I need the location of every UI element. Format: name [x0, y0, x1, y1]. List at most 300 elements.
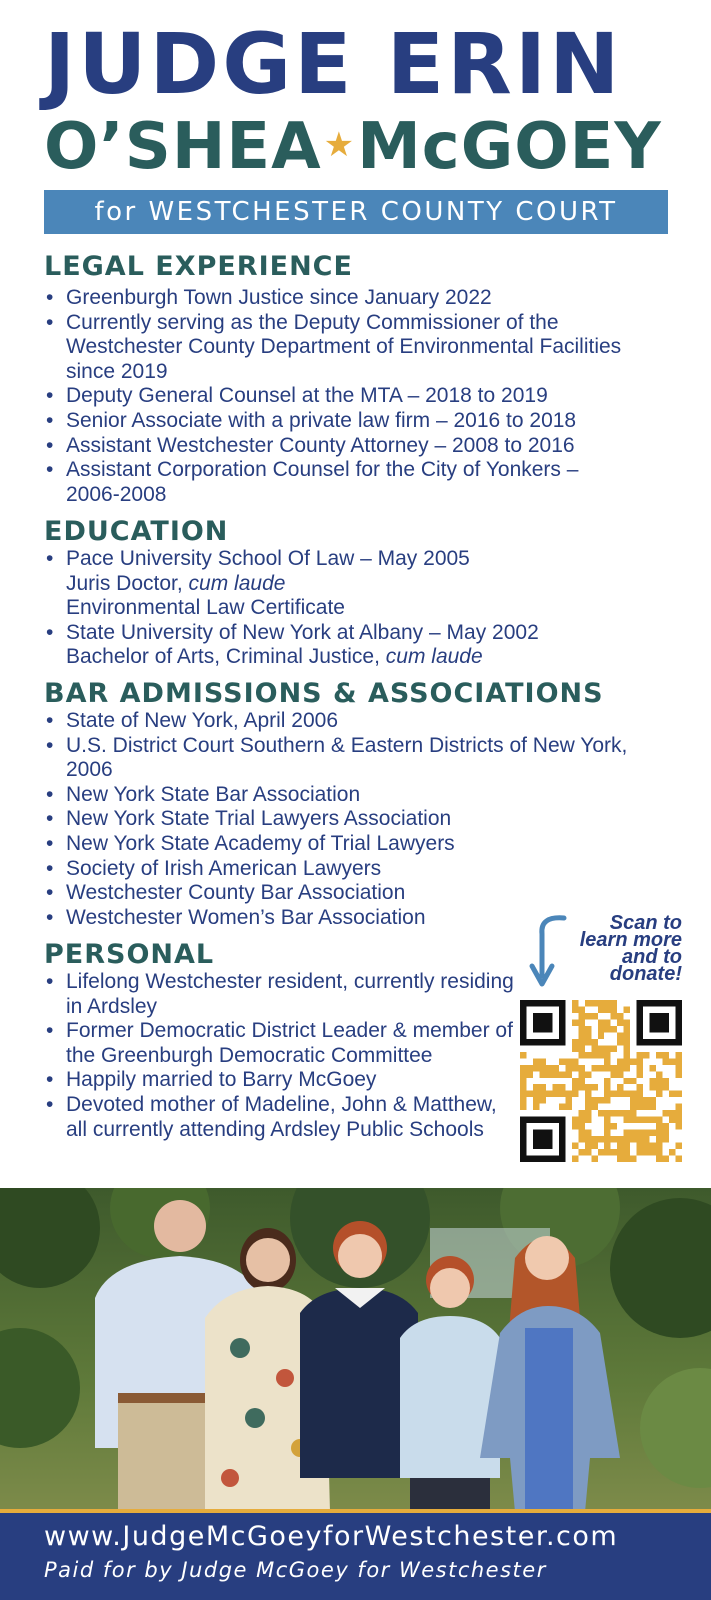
qr-module: [598, 1052, 604, 1058]
list-item: • Society of Irish American Lawyers: [44, 857, 644, 882]
qr-module: [624, 1032, 630, 1038]
qr-module: [598, 1149, 604, 1155]
qr-module: [663, 1136, 669, 1142]
qr-module: [604, 1058, 610, 1064]
qr-module: [520, 1078, 526, 1084]
qr-module: [656, 1156, 662, 1162]
qr-module: [565, 1058, 571, 1064]
qr-module: [585, 1091, 591, 1097]
qr-module: [611, 1149, 617, 1155]
qr-module: [663, 1156, 669, 1162]
qr-module: [572, 1065, 578, 1071]
education-school: • Pace University School Of Law – May 2005: [66, 547, 470, 570]
qr-module: [624, 1045, 630, 1051]
qr-module: [585, 1052, 591, 1058]
qr-module: [643, 1149, 649, 1155]
qr-module: [637, 1052, 643, 1058]
qr-module: [604, 1097, 610, 1103]
qr-module: [650, 1149, 656, 1155]
qr-module: [650, 1117, 656, 1123]
qr-module: [656, 1143, 662, 1149]
education-degree: Juris Doctor, cum laude: [66, 571, 286, 595]
qr-module: [572, 1019, 578, 1025]
qr-module: [617, 1039, 623, 1045]
education-degree: Bachelor of Arts, Criminal Justice, cum laude: [66, 645, 483, 669]
qr-module: [676, 1052, 682, 1058]
qr-module: [663, 1084, 669, 1090]
qr-module: [617, 1032, 623, 1038]
qr-module: [591, 1000, 597, 1006]
qr-module: [604, 1006, 610, 1012]
qr-module: [585, 1149, 591, 1155]
qr-module: [676, 1104, 682, 1110]
qr-module: [572, 1078, 578, 1084]
qr-module: [572, 1091, 578, 1097]
qr-module: [604, 1084, 610, 1090]
qr-module: [650, 1104, 656, 1110]
qr-module: [578, 1013, 584, 1019]
name-oshea: O’SHEA: [44, 110, 322, 184]
qr-module: [591, 1136, 597, 1142]
qr-module: [624, 1058, 630, 1064]
list-item: • New York State Academy of Trial Lawyers: [44, 832, 644, 857]
qr-module: [656, 1071, 662, 1077]
qr-module: [572, 1123, 578, 1129]
qr-module: [578, 1117, 584, 1123]
qr-module: [617, 1110, 623, 1116]
qr-module: [604, 1065, 610, 1071]
qr-module: [604, 1045, 610, 1051]
qr-module: [559, 1058, 565, 1064]
qr-module: [598, 1136, 604, 1142]
list-item: • Greenburgh Town Justice since January 2022: [44, 286, 644, 311]
list-item: • New York State Bar Association: [44, 783, 644, 808]
qr-module: [624, 1130, 630, 1136]
list-item: • State of New York, April 2006: [44, 709, 644, 734]
qr-module: [630, 1104, 636, 1110]
qr-module: [650, 1065, 656, 1071]
qr-module: [585, 1013, 591, 1019]
qr-module: [643, 1117, 649, 1123]
qr-module: [656, 1084, 662, 1090]
qr-module: [604, 1026, 610, 1032]
qr-module: [630, 1091, 636, 1097]
honors-text: cum laude: [188, 571, 286, 595]
qr-module: [539, 1065, 545, 1071]
qr-module: [591, 1039, 597, 1045]
education-certificate: Environmental Law Certificate: [66, 596, 345, 620]
qr-module: [572, 1058, 578, 1064]
qr-module: [585, 1084, 591, 1090]
qr-module: [617, 1156, 623, 1162]
qr-module: [611, 1026, 617, 1032]
paid-for-disclaimer: Paid for by Judge McGoey for Westchester: [44, 1558, 547, 1582]
qr-module: [572, 1117, 578, 1123]
qr-module: [624, 1019, 630, 1025]
qr-module: [624, 1006, 630, 1012]
qr-module: [630, 1117, 636, 1123]
qr-module: [676, 1143, 682, 1149]
qr-module: [565, 1071, 571, 1077]
qr-module: [578, 1019, 584, 1025]
qr-module: [604, 1136, 610, 1142]
qr-module: [643, 1104, 649, 1110]
qr-module: [624, 1136, 630, 1142]
qr-module: [637, 1130, 643, 1136]
qr-module: [533, 1097, 539, 1103]
qr-module: [526, 1091, 532, 1097]
qr-module: [676, 1065, 682, 1071]
qr-module: [611, 1123, 617, 1129]
qr-module: [526, 1071, 532, 1077]
qr-module: [591, 1084, 597, 1090]
qr-module: [656, 1052, 662, 1058]
qr-module: [663, 1123, 669, 1129]
qr-module: [585, 1032, 591, 1038]
qr-module: [591, 1097, 597, 1103]
qr-module: [637, 1136, 643, 1142]
qr-module: [630, 1136, 636, 1142]
qr-module: [611, 1013, 617, 1019]
qr-module: [546, 1091, 552, 1097]
qr-module: [591, 1052, 597, 1058]
qr-module: [552, 1091, 558, 1097]
qr-module: [611, 1006, 617, 1012]
qr-module: [546, 1065, 552, 1071]
qr-module: [539, 1058, 545, 1064]
qr-module: [617, 1143, 623, 1149]
qr-module: [539, 1071, 545, 1077]
qr-module: [604, 1000, 610, 1006]
name-mcgoey: McGOEY: [357, 110, 662, 184]
qr-module: [650, 1084, 656, 1090]
qr-module: [617, 1065, 623, 1071]
qr-module: [676, 1071, 682, 1077]
qr-module: [598, 1000, 604, 1006]
qr-module: [676, 1058, 682, 1064]
qr-module: [604, 1110, 610, 1116]
qr-module: [572, 1039, 578, 1045]
list-item: • New York State Trial Lawyers Association: [44, 807, 644, 832]
qr-module: [663, 1130, 669, 1136]
qr-module: [520, 1065, 526, 1071]
qr-module: [650, 1143, 656, 1149]
qr-module: [656, 1130, 662, 1136]
qr-module: [624, 1052, 630, 1058]
qr-module: [552, 1071, 558, 1077]
qr-module: [624, 1078, 630, 1084]
qr-module: [624, 1143, 630, 1149]
qr-module: [650, 1130, 656, 1136]
qr-module: [669, 1110, 675, 1116]
list-item: • Deputy General Counsel at the MTA – 2018 to 2019: [44, 384, 644, 409]
qr-module: [598, 1019, 604, 1025]
qr-module: [604, 1019, 610, 1025]
qr-module: [572, 1156, 578, 1162]
qr-module: [630, 1110, 636, 1116]
qr-module: [604, 1130, 610, 1136]
qr-module: [617, 1136, 623, 1142]
qr-module: [533, 1065, 539, 1071]
qr-module: [676, 1156, 682, 1162]
qr-module: [578, 1110, 584, 1116]
qr-module: [650, 1097, 656, 1103]
qr-module: [565, 1091, 571, 1097]
qr-module: [598, 1032, 604, 1038]
qr-module: [559, 1091, 565, 1097]
qr-module: [604, 1078, 610, 1084]
qr-module: [663, 1110, 669, 1116]
list-item: • Currently serving as the Deputy Commissioner of the Westchester County Department of Environmental Facilities since 2019: [44, 311, 644, 385]
qr-module: [539, 1097, 545, 1103]
qr-module: [604, 1149, 610, 1155]
qr-module: [617, 1058, 623, 1064]
qr-module: [559, 1104, 565, 1110]
qr-module: [598, 1110, 604, 1116]
qr-module: [630, 1156, 636, 1162]
qr-module: [637, 1104, 643, 1110]
qr-module: [552, 1084, 558, 1090]
list-item: • Devoted mother of Madeline, John & Matthew, all currently attending Ardsley Public Schools: [44, 1093, 514, 1142]
candidate-name-line1: JUDGE ERIN: [44, 15, 623, 113]
office-banner: for WESTCHESTER COUNTY COURT: [44, 190, 668, 234]
qr-module: [585, 1039, 591, 1045]
qr-module: [578, 1149, 584, 1155]
qr-module: [578, 1045, 584, 1051]
qr-module: [585, 1097, 591, 1103]
qr-module: [520, 1097, 526, 1103]
qr-module: [598, 1006, 604, 1012]
list-item: • Former Democratic District Leader & member of the Greenburgh Democratic Committee: [44, 1019, 514, 1068]
list-item: [44, 547, 664, 621]
list-item: • Senior Associate with a private law firm – 2016 to 2018: [44, 409, 644, 434]
qr-module: [617, 1019, 623, 1025]
qr-module: [552, 1065, 558, 1071]
family-photo: [0, 1188, 711, 1512]
qr-module: [624, 1117, 630, 1123]
qr-module: [598, 1097, 604, 1103]
qr-module: [676, 1123, 682, 1129]
qr-module: [611, 1000, 617, 1006]
qr-module: [656, 1123, 662, 1129]
education-list: [44, 547, 664, 670]
qr-module: [643, 1136, 649, 1142]
honors-text: cum laude: [385, 645, 483, 669]
qr-module: [656, 1078, 662, 1084]
qr-module: [520, 1052, 526, 1058]
qr-module: [585, 1026, 591, 1032]
qr-module: [520, 1104, 526, 1110]
list-item: • U.S. District Court Southern & Eastern Districts of New York, 2006: [44, 734, 644, 783]
qr-module: [578, 1136, 584, 1142]
qr-module: [585, 1117, 591, 1123]
qr-module: [617, 1084, 623, 1090]
qr-module: [520, 1091, 526, 1097]
qr-module: [669, 1091, 675, 1097]
qr-module: [617, 1091, 623, 1097]
qr-module: [578, 1130, 584, 1136]
qr-module: [533, 1091, 539, 1097]
qr-module: [533, 1084, 539, 1090]
qr-module: [591, 1156, 597, 1162]
qr-module: [630, 1097, 636, 1103]
qr-module: [578, 1026, 584, 1032]
qr-module: [591, 1104, 597, 1110]
qr-module: [617, 1071, 623, 1077]
qr-module: [663, 1078, 669, 1084]
qr-module: [591, 1065, 597, 1071]
qr-module: [585, 1104, 591, 1110]
qr-module: [624, 1039, 630, 1045]
qr-module: [578, 1052, 584, 1058]
qr-module: [643, 1097, 649, 1103]
qr-module: [637, 1091, 643, 1097]
bar-admissions-list: [44, 709, 644, 930]
scan-cta: Scan to learn more and to donate!: [579, 912, 682, 985]
qr-module: [585, 1143, 591, 1149]
qr-module: [624, 1065, 630, 1071]
candidate-name-line2: [44, 110, 684, 182]
qr-module: [520, 1071, 526, 1077]
qr-module: [578, 1006, 584, 1012]
qr-module: [578, 1078, 584, 1084]
list-item: • Westchester County Bar Association: [44, 881, 644, 906]
qr-module: [611, 1071, 617, 1077]
qr-module: [630, 1058, 636, 1064]
qr-module: [604, 1117, 610, 1123]
campaign-website-link[interactable]: www.JudgeMcGoeyforWestchester.com: [44, 1521, 619, 1552]
list-item: • Happily married to Barry McGoey: [44, 1068, 514, 1093]
qr-module: [520, 1084, 526, 1090]
qr-module: [637, 1071, 643, 1077]
section-title-bar: BAR ADMISSIONS & ASSOCIATIONS: [44, 678, 604, 709]
qr-module: [591, 1045, 597, 1051]
qr-module: [624, 1156, 630, 1162]
qr-module: [591, 1013, 597, 1019]
qr-module: [676, 1110, 682, 1116]
qr-module: [533, 1058, 539, 1064]
qr-module: [604, 1143, 610, 1149]
qr-module: [533, 1104, 539, 1110]
qr-module: [565, 1104, 571, 1110]
qr-module: [598, 1026, 604, 1032]
qr-module: [572, 1084, 578, 1090]
qr-module: [624, 1149, 630, 1155]
qr-module: [663, 1052, 669, 1058]
qr-module: [591, 1143, 597, 1149]
qr-module: [617, 1013, 623, 1019]
qr-module: [656, 1136, 662, 1142]
list-item: • Assistant Westchester County Attorney – 2008 to 2016: [44, 434, 644, 459]
qr-module: [559, 1084, 565, 1090]
qr-module: [637, 1149, 643, 1155]
qr-module: [624, 1091, 630, 1097]
qr-module: [656, 1091, 662, 1097]
qr-module: [578, 1032, 584, 1038]
star-icon: ★: [323, 125, 356, 165]
qr-module: [539, 1091, 545, 1097]
qr-module: [637, 1084, 643, 1090]
qr-module: [585, 1136, 591, 1142]
section-title-legal: LEGAL EXPERIENCE: [44, 251, 353, 282]
qr-module: [578, 1065, 584, 1071]
qr-module: [572, 1045, 578, 1051]
qr-module: [578, 1123, 584, 1129]
qr-module: [611, 1065, 617, 1071]
qr-module: [669, 1149, 675, 1155]
qr-module: [630, 1130, 636, 1136]
qr-module: [637, 1143, 643, 1149]
qr-module: [578, 1039, 584, 1045]
section-title-education: EDUCATION: [44, 516, 229, 547]
personal-list: [44, 970, 514, 1142]
qr-module: [585, 1110, 591, 1116]
qr-module: [669, 1058, 675, 1064]
qr-module: [578, 1071, 584, 1077]
qr-module: [637, 1117, 643, 1123]
qr-module: [585, 1071, 591, 1077]
qr-module: [643, 1130, 649, 1136]
qr-module: [565, 1065, 571, 1071]
list-item: [44, 621, 664, 670]
qr-module: [604, 1123, 610, 1129]
qr-module: [630, 1078, 636, 1084]
qr-module: [676, 1117, 682, 1123]
qr-code[interactable]: [520, 1000, 682, 1162]
qr-module: [611, 1110, 617, 1116]
legal-experience-list: [44, 286, 644, 507]
qr-module: [676, 1091, 682, 1097]
qr-module: [650, 1078, 656, 1084]
qr-module: [572, 1006, 578, 1012]
qr-module: [624, 1110, 630, 1116]
qr-module: [611, 1045, 617, 1051]
qr-module: [669, 1117, 675, 1123]
section-title-personal: PERSONAL: [44, 939, 215, 970]
list-item: • Westchester Women’s Bar Association: [44, 906, 644, 931]
qr-module: [572, 1143, 578, 1149]
qr-module: [546, 1071, 552, 1077]
qr-module: [539, 1084, 545, 1090]
qr-module: [578, 1084, 584, 1090]
qr-module: [624, 1026, 630, 1032]
list-item: • Assistant Corporation Counsel for the City of Yonkers – 2006-2008: [44, 458, 644, 507]
qr-module: [656, 1117, 662, 1123]
qr-module: [617, 1149, 623, 1155]
qr-module: [656, 1149, 662, 1155]
qr-module: [663, 1058, 669, 1064]
qr-module: [611, 1091, 617, 1097]
qr-module: [526, 1065, 532, 1071]
list-item: • Lifelong Westchester resident, currently residing in Ardsley: [44, 970, 514, 1019]
qr-module: [559, 1071, 565, 1077]
education-school: • State University of New York at Albany – May 2002: [66, 620, 539, 644]
qr-module: [598, 1045, 604, 1051]
qr-module: [637, 1065, 643, 1071]
qr-module: [604, 1052, 610, 1058]
qr-module: [643, 1052, 649, 1058]
qr-module: [637, 1097, 643, 1103]
qr-module: [637, 1058, 643, 1064]
qr-module: [598, 1065, 604, 1071]
qr-module: [565, 1097, 571, 1103]
qr-module: [585, 1130, 591, 1136]
qr-module: [604, 1091, 610, 1097]
qr-module: [611, 1136, 617, 1142]
qr-module: [643, 1143, 649, 1149]
qr-module: [585, 1000, 591, 1006]
qr-module: [572, 1000, 578, 1006]
